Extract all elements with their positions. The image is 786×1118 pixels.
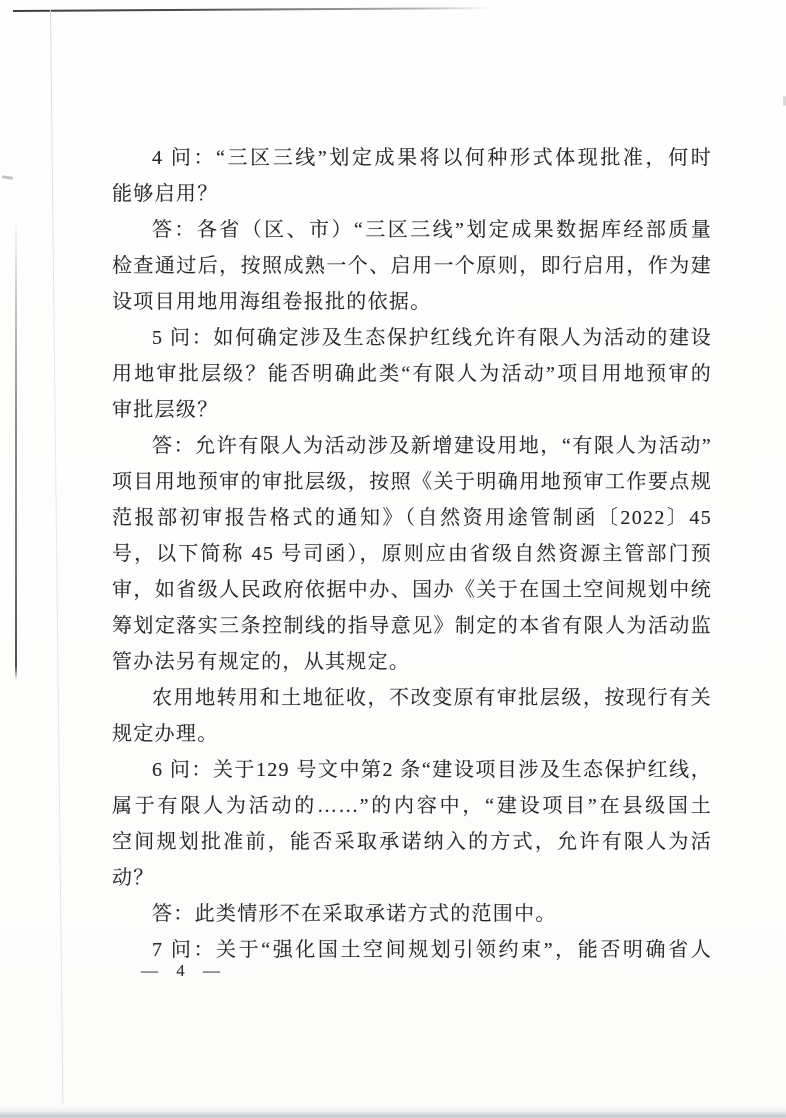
text-line: 管办法另有规定的，从其规定。 (112, 651, 411, 673)
document-body (112, 140, 712, 968)
text-line: 属于有限人为活动的……”的内容中，“建设项目”在县级国土 (112, 795, 712, 817)
text-line: 审批层级？ (112, 399, 219, 421)
text-line: 能够启用？ (112, 183, 219, 205)
text-line: 范报部初审报告格式的通知》（自然资用途管制函〔2022〕45 (112, 507, 712, 529)
page-number: — 4 — (141, 961, 227, 980)
text-line: 规定办理。 (112, 723, 219, 745)
text-line: 农用地转用和土地征收，不改变原有审批层级，按现行有关 (152, 687, 712, 709)
text-line: 号，以下简称 45 号司函），原则应由省级自然资源主管部门预 (112, 543, 712, 565)
scan-artifact-top-fold-line (13, 7, 491, 12)
text-line: 设项目用地用海组卷报批的依据。 (112, 291, 432, 313)
text-line: 审，如省级人民政府依据中办、国办《关于在国土空间规划中统 (112, 579, 712, 601)
text-line: 4 问：“三区三线”划定成果将以何种形式体现批准，何时 (152, 147, 712, 169)
text-line: 筹划定落实三条控制线的指导意见》制定的本省有限人为活动监 (112, 615, 712, 637)
text-line: 检查通过后，按照成熟一个、启用一个原则，即行启用，作为建 (112, 255, 712, 277)
text-line: 用地审批层级？能否明确此类“有限人为活动”项目用地预审的 (112, 363, 712, 385)
scan-bottom-edge-shadow (0, 1106, 786, 1118)
text-line: 动？ (112, 867, 155, 889)
text-line: 答：各省（区、市）“三区三线”划定成果数据库经部质量 (152, 219, 712, 241)
text-line: 答：允许有限人为活动涉及新增建设用地，“有限人为活动” (152, 435, 712, 457)
scan-artifact-left-fold-line (15, 218, 17, 680)
text-line: 答：此类情形不在采取承诺方式的范围中。 (152, 903, 557, 925)
scan-artifact-left-edge-mark (2, 175, 13, 180)
text-line: 空间规划批准前，能否采取承诺纳入的方式，允许有限人为活 (112, 831, 712, 853)
scan-artifact-left-faint-line (50, 10, 63, 1105)
text-line: 7 问：关于“强化国土空间规划引领约束”，能否明确省人 (152, 939, 712, 961)
text-line: 项目用地预审的审批层级，按照《关于明确用地预审工作要点规 (112, 471, 712, 493)
text-line: 6 问：关于129 号文中第2 条“建设项目涉及生态保护红线， (152, 759, 712, 781)
text-line: 5 问：如何确定涉及生态保护红线允许有限人为活动的建设 (152, 327, 712, 349)
